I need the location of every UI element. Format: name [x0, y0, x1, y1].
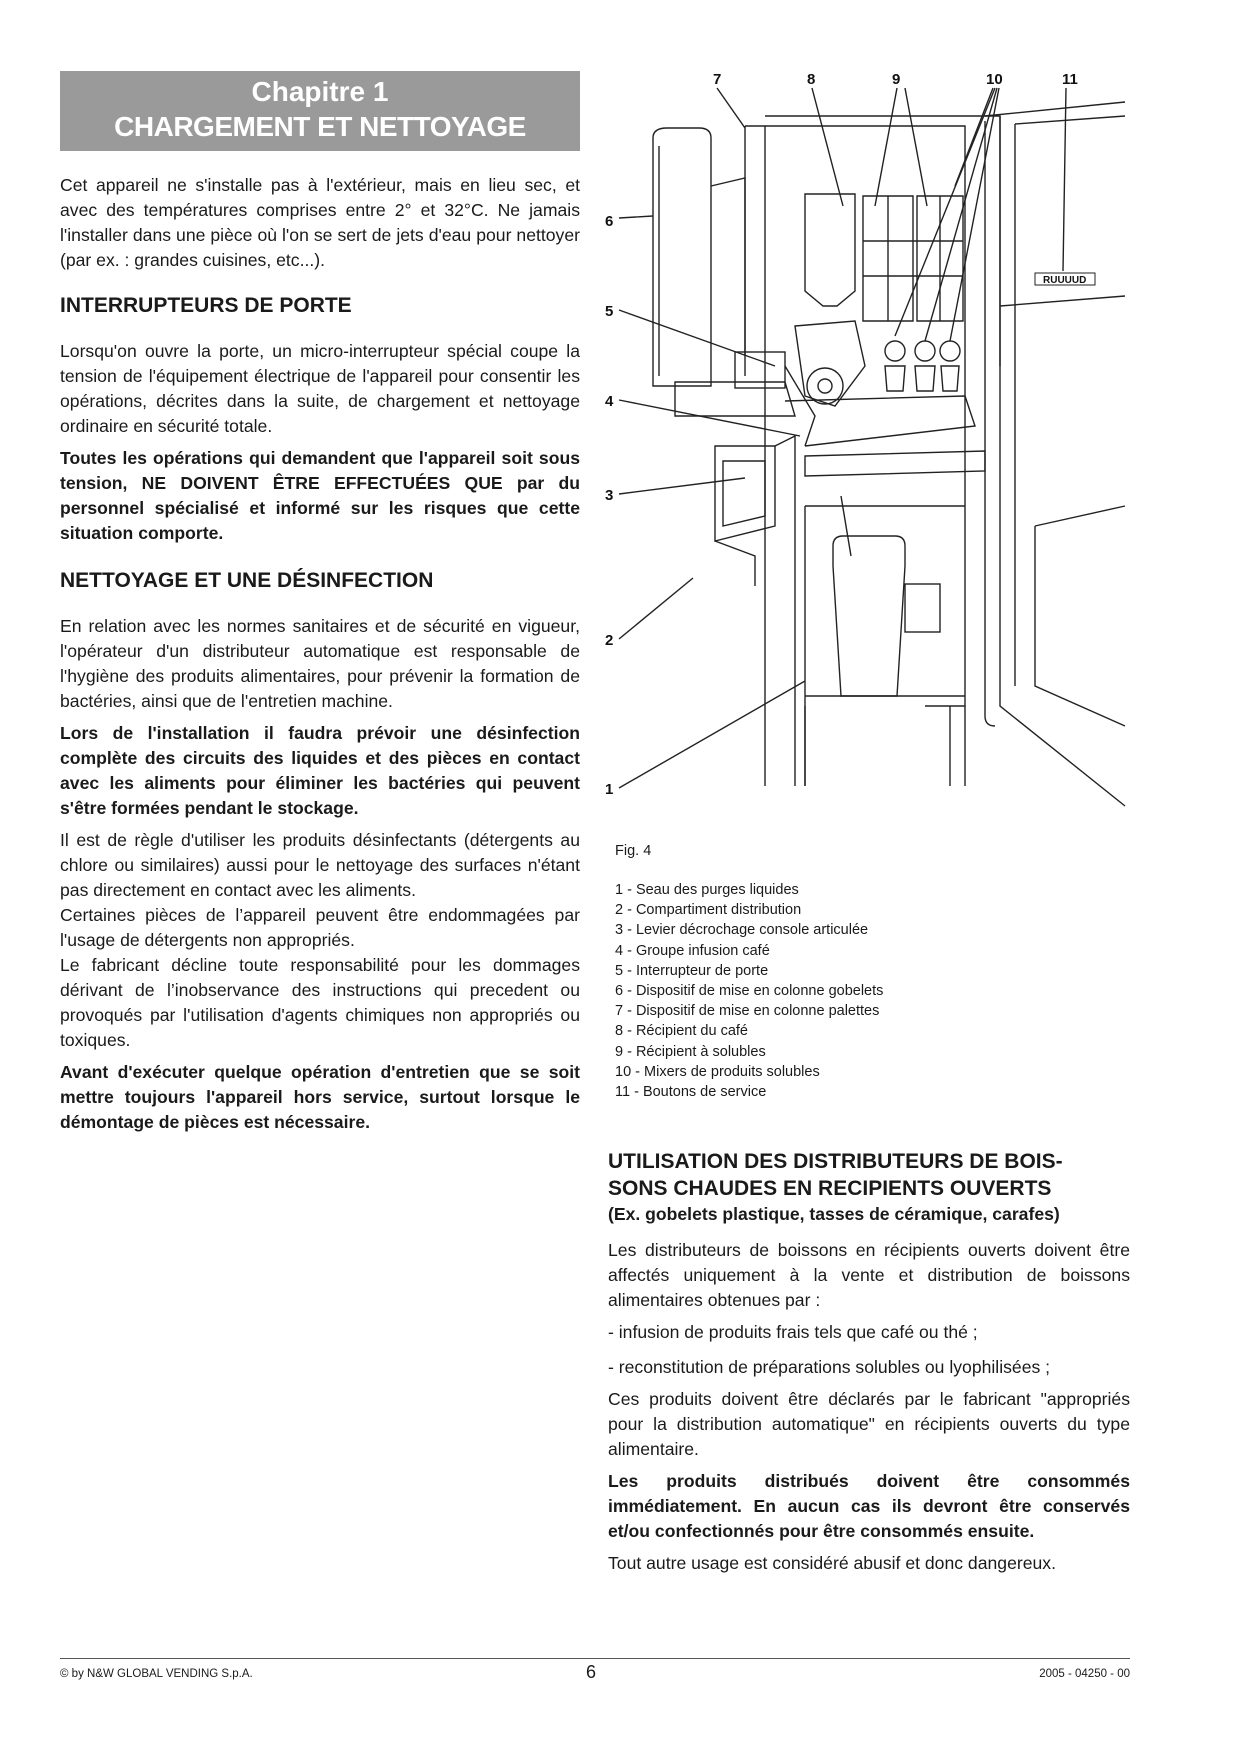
footer-rule — [60, 1658, 1130, 1659]
hot-drinks-paragraph-3: Tout autre usage est considéré abusif et donc dangereux. — [608, 1553, 1056, 1573]
cleaning-paragraph-3: Certaines pièces de l’appareil peuvent être endommagées par l'usage de détergents non appropriés. — [60, 905, 580, 950]
chapter-number: Chapitre 1 — [251, 76, 389, 107]
hot-drinks-bullet-2: - reconstitution de préparations solubles ou lyophilisées ; — [608, 1357, 1051, 1377]
label-6: 6 — [605, 213, 614, 230]
label-3: 3 — [605, 487, 614, 504]
legend-item: 2 - Compartiment distribution — [615, 902, 802, 919]
legend-item: 7 - Dispositif de mise en colonne palettes — [615, 1003, 880, 1020]
left-column — [60, 71, 580, 1142]
legend-item: 6 - Dispositif de mise en colonne gobelets — [615, 983, 884, 1000]
legend-item: 11 - Boutons de service — [615, 1084, 767, 1101]
legend-item: 8 - Récipient du café — [615, 1023, 748, 1040]
legend-item: 10 - Mixers de produits solubles — [615, 1063, 820, 1080]
hot-drinks-paragraph-1: Les distributeurs de boissons en récipients ouverts doivent être affectés uniquement à la vente et distribution de boissons alimentaires obtenues par : — [608, 1240, 1130, 1310]
label-7: 7 — [713, 71, 722, 88]
label-5: 5 — [605, 303, 614, 320]
legend-item: 1 - Seau des purges liquides — [615, 882, 799, 898]
document-code: 2005 - 04250 - 00 — [1039, 1668, 1130, 1680]
cleaning-paragraph-1: En relation avec les normes sanitaires et de sécurité en vigueur, l'opérateur d'un distributeur automatique est responsable de l'hygiène des produits alimentaires, pour prévenir la formation de bactéries, ainsi que de l'entretien machine. — [60, 616, 580, 711]
section-title-cleaning: NETTOYAGE ET UNE DÉSINFECTION — [60, 569, 434, 592]
door-switch-paragraph: Lorsqu'on ouvre la porte, un micro-interrupteur spécial coupe la tension de l'équipement électrique de l'appareil pour consentir les opérations, décrites dans la suite, de chargement et nettoyage ordinaire en sécurité totale. — [60, 341, 580, 436]
service-buttons-panel — [1035, 273, 1095, 286]
chapter-heading-box — [60, 71, 580, 151]
page-number: 6 — [586, 1662, 597, 1682]
label-9: 9 — [892, 71, 901, 88]
cleaning-warning-maintenance: Avant d'exécuter quelque opération d'entretien que se soit mettre toujours l'appareil hors service, surtout lorsque le démontage de pièces est nécessaire. — [60, 1062, 580, 1132]
legend-item: 4 - Groupe infusion café — [615, 942, 770, 959]
door-switch-warning: Toutes les opérations qui demandent que l'appareil soit sous tension, NE DOIVENT ÊTRE EFFECTUÉES QUE par du personnel spécialisé et informé sur les risques que cette situation comporte. — [60, 448, 580, 543]
hot-drinks-bullet-1: - infusion de produits frais tels que café ou thé ; — [608, 1322, 978, 1342]
label-8: 8 — [807, 71, 816, 88]
label-4: 4 — [605, 393, 614, 410]
chapter-title: CHARGEMENT ET NETTOYAGE — [114, 111, 526, 142]
legend-item: 5 - Interrupteur de porte — [615, 962, 769, 979]
section-title-door-switches: INTERRUPTEURS DE PORTE — [60, 294, 352, 317]
section-subtitle: (Ex. gobelets plastique, tasses de céramique, carafes) — [608, 1204, 1060, 1224]
vending-machine-diagram — [605, 66, 1132, 814]
figure-caption: Fig. 4 — [615, 843, 652, 859]
cleaning-paragraph-4: Le fabricant décline toute responsabilité pour les dommages dérivant de l’inobservance des instructions qui precedent ou provoqués par l'utilisation d'agents chimiques non appropriés ou toxiques. — [60, 955, 580, 1050]
hot-drinks-warning: Les produits distribués doivent être consommés immédiatement. En aucun cas ils devront être conservés et/ou confectionnés pour être consommés ensuite. — [608, 1471, 1130, 1541]
label-11: 11 — [1062, 71, 1078, 88]
footer-copyright: © by N&W GLOBAL VENDING S.p.A. — [60, 1668, 253, 1680]
label-2: 2 — [605, 632, 614, 649]
cleaning-warning-installation: Lors de l'installation il faudra prévoir une désinfection complète des circuits des liquides et des pièces en contact avec les aliments pour éliminer les bactéries qui peuvent s'être formées pendant le stockage. — [60, 723, 580, 818]
legend-item: 9 - Récipient à solubles — [615, 1043, 766, 1060]
legend-item: 3 - Levier décrochage console articulée — [615, 922, 869, 939]
intro-paragraph: Cet appareil ne s'installe pas à l'extérieur, mais en lieu sec, et avec des températures comprises entre 2° et 32°C. Ne jamais l'installer dans une pièce où l'on se sert de jets d'eau pour nettoyer (par ex. : grandes cuisines, etc...). — [60, 175, 580, 270]
right-column — [608, 1148, 1130, 1583]
cleaning-paragraph-2: Il est de règle d'utiliser les produits désinfectants (détergents au chlore ou similaires) aussi pour le nettoyage des surfaces n'étant pas directement en contact avec les aliments. — [60, 830, 580, 900]
section-title-hot-drinks-l2: SONS CHAUDES EN RECIPIENTS OUVERTS — [608, 1177, 1052, 1200]
section-title-hot-drinks-l1: UTILISATION DES DISTRIBUTEURS DE BOIS- — [608, 1150, 1063, 1173]
label-1: 1 — [605, 781, 614, 798]
figure-legend — [615, 880, 883, 1102]
hot-drinks-paragraph-2: Ces produits doivent être déclarés par le fabricant "appropriés pour la distribution automatique" en récipients ouverts du type alimentaire. — [608, 1389, 1130, 1459]
label-10: 10 — [986, 71, 1003, 88]
service-buttons-text: RUUUUD — [1043, 275, 1087, 286]
